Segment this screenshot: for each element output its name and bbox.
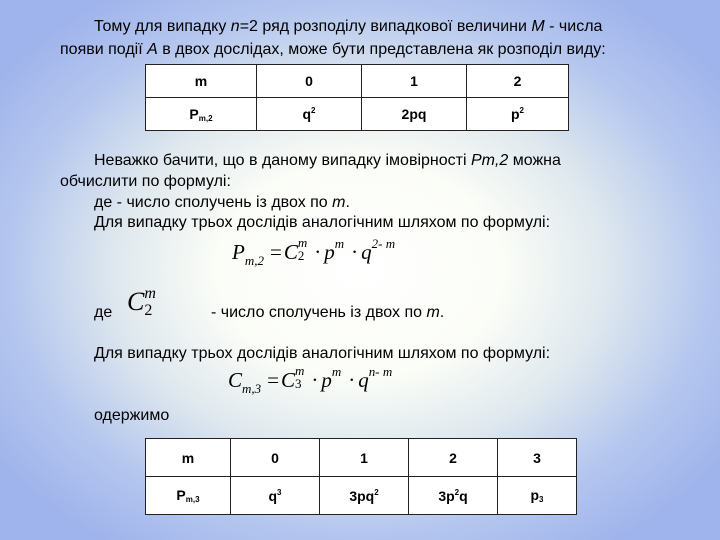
superscript: m <box>297 235 308 250</box>
table-cell: 0 <box>257 65 362 98</box>
intro-line-2 <box>60 40 606 59</box>
sup-sub-stack <box>298 236 307 262</box>
sup-sub-stack <box>144 285 156 319</box>
subscript: m,2 <box>244 253 264 268</box>
row-label-subscript: m,2 <box>198 113 213 123</box>
intro-line-1 <box>94 17 602 36</box>
cell-superscript: 2 <box>311 106 316 115</box>
var-m: m <box>426 304 440 321</box>
table-cell <box>467 98 569 131</box>
subscript: 3 <box>295 376 302 391</box>
sup-sub-stack <box>295 364 304 390</box>
subscript: 2 <box>144 302 153 319</box>
para-text: Неважко бачити, що в даному випадку імовірності <box>94 152 471 169</box>
superscript: m <box>334 236 345 251</box>
superscript: m <box>144 285 156 302</box>
symbol: P <box>232 240 245 264</box>
para-text: - число сполучень із двох по <box>211 304 427 321</box>
cell-superscript: 2 <box>374 487 379 497</box>
cell-value: q <box>268 487 278 504</box>
table-cell: 3 <box>498 439 577 477</box>
para-text: де - число сполучень із двох по <box>94 194 333 211</box>
cell-superscript: 2 <box>519 106 524 115</box>
distribution-table-2 <box>145 64 569 131</box>
symbol: C <box>283 240 298 264</box>
cell-value: 3pq <box>349 487 375 504</box>
distribution-table-3 <box>145 438 577 515</box>
para2-line-3 <box>94 193 350 212</box>
var-n: n <box>230 18 240 35</box>
cell-value: 2pq <box>401 106 427 122</box>
var-M: M <box>531 18 545 35</box>
multiply-dot: · <box>351 240 359 264</box>
var-m: m <box>332 194 346 211</box>
cell-value: p <box>530 487 540 503</box>
row-label: P <box>189 105 199 122</box>
table-cell <box>146 477 231 515</box>
formula-c-m3 <box>228 363 393 396</box>
equals-sign: = <box>269 240 282 264</box>
symbol: p <box>324 240 335 264</box>
cell-value: p <box>510 106 520 122</box>
symbol: C <box>228 368 243 392</box>
table-cell <box>320 477 409 515</box>
where-label: де <box>94 304 113 321</box>
para2-line-2: обчислити по формулі: <box>60 173 231 190</box>
intro-text: =2 ряд розподілу випадкової величини <box>239 18 532 35</box>
table-row <box>146 98 569 131</box>
superscript: n- m <box>368 364 393 379</box>
var-Pm2: Pm,2 <box>470 152 509 169</box>
para-text: можна <box>508 152 561 169</box>
obtain-label: одержимо <box>94 407 170 424</box>
intro-text: появи події <box>60 41 148 58</box>
table-cell: m <box>146 439 231 477</box>
intro-text: - числа <box>544 18 603 35</box>
superscript: m <box>295 363 305 378</box>
intro-text: Тому для випадку <box>94 18 231 35</box>
para-text: . <box>345 194 350 211</box>
multiply-dot: · <box>311 368 319 392</box>
where-combination-symbol <box>127 287 156 319</box>
table-cell <box>362 98 467 131</box>
var-A: A <box>147 41 158 58</box>
row-label-subscript: m,3 <box>185 495 200 504</box>
subscript: 2 <box>297 248 305 263</box>
table-cell: 2 <box>409 439 498 477</box>
equals-sign: = <box>267 368 279 392</box>
para-text: . <box>439 304 445 321</box>
cell-value: 3p <box>438 487 455 504</box>
para3: Для випадку трьох дослідів аналогічним шляхом по формулі: <box>94 345 551 362</box>
cell-value-tail: q <box>459 487 468 504</box>
symbol: C <box>281 368 296 392</box>
table-cell: m <box>146 65 257 98</box>
table-cell <box>257 98 362 131</box>
cell-subscript: 3 <box>539 495 544 504</box>
multiply-dot: · <box>314 240 322 264</box>
formula-p-m2 <box>232 235 396 268</box>
symbol: p <box>321 368 332 392</box>
multiply-dot: · <box>348 368 356 392</box>
cell-value: q <box>302 106 312 122</box>
para2-line-4: Для випадку трьох дослідів аналогічним шляхом по формулі: <box>94 214 551 231</box>
table-cell <box>231 477 320 515</box>
table-cell <box>409 477 498 515</box>
table-cell: 1 <box>362 65 467 98</box>
cell-superscript: 2 <box>454 487 460 497</box>
row-label: P <box>176 487 186 503</box>
symbol: q <box>361 240 372 264</box>
symbol: q <box>358 368 369 392</box>
where-description <box>211 303 444 322</box>
table-header-row <box>146 439 577 477</box>
table-cell <box>498 477 577 515</box>
para2-line-1 <box>94 151 561 170</box>
superscript: 2- m <box>371 236 396 251</box>
subscript: m,3 <box>242 381 262 396</box>
table-cell: 2 <box>467 65 569 98</box>
cell-superscript: 3 <box>277 487 282 497</box>
table-row <box>146 477 577 515</box>
table-cell: 1 <box>320 439 409 477</box>
table-header-row <box>146 65 569 98</box>
superscript: m <box>331 364 342 379</box>
table-cell: 0 <box>231 439 320 477</box>
intro-text: в двох дослідах, може бути представлена як розподіл виду: <box>157 41 606 58</box>
table-cell <box>146 98 257 131</box>
symbol: C <box>127 287 145 316</box>
